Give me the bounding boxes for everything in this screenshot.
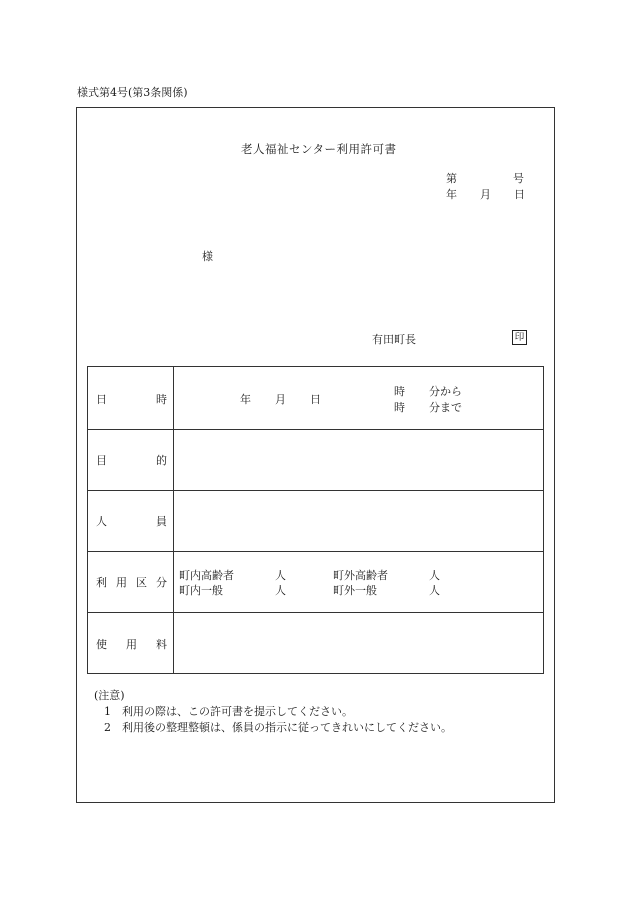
label-category-char: 分	[156, 576, 167, 589]
addressee-suffix: 様	[202, 250, 213, 263]
date-year: 年	[446, 188, 457, 201]
notes-section	[94, 688, 452, 736]
issuer-title: 有田町長	[372, 333, 416, 346]
label-headcount-char: 人	[96, 515, 107, 528]
label-headcount-char: 員	[156, 515, 167, 528]
category-outside-elderly-unit: 人	[429, 569, 440, 582]
label-fee-char: 用	[126, 638, 137, 651]
datetime-until: 分まで	[429, 401, 462, 414]
label-category-char: 利	[96, 576, 107, 589]
datetime-hour-end: 時	[394, 401, 405, 414]
category-local-elderly-unit: 人	[275, 569, 286, 582]
document-title: 老人福祉センター利用許可書	[241, 142, 397, 156]
reference-go: 号	[513, 172, 524, 185]
label-datetime-char: 時	[156, 393, 167, 406]
seal-mark: 印	[512, 330, 527, 345]
category-outside-elderly: 町外高齢者	[333, 569, 388, 582]
category-local-general-unit: 人	[275, 584, 286, 597]
category-local-general: 町内一般	[179, 584, 223, 597]
datetime-year: 年	[240, 393, 251, 406]
date-day: 日	[514, 188, 525, 201]
date-month: 月	[480, 188, 491, 201]
table-row-divider	[88, 612, 543, 613]
label-fee-char: 料	[156, 638, 167, 651]
category-outside-general: 町外一般	[333, 584, 377, 597]
note-item: 2 利用後の整理整頓は、係員の指示に従ってきれいにしてください。	[104, 721, 452, 734]
table-row-divider	[88, 429, 543, 430]
datetime-day: 日	[310, 393, 321, 406]
reference-dai: 第	[446, 172, 457, 185]
permit-table	[87, 366, 544, 674]
datetime-month: 月	[275, 393, 286, 406]
label-category-char: 区	[136, 576, 147, 589]
label-fee-char: 使	[96, 638, 107, 651]
table-row-divider	[88, 490, 543, 491]
category-local-elderly: 町内高齢者	[179, 569, 234, 582]
label-datetime-char: 日	[96, 393, 107, 406]
label-category-char: 用	[116, 576, 127, 589]
category-outside-general-unit: 人	[429, 584, 440, 597]
table-column-divider	[173, 367, 174, 673]
datetime-hour-start: 時	[394, 385, 405, 398]
note-item: 1 利用の際は、この許可書を提示してください。	[104, 705, 353, 718]
form-number-label: 様式第4号(第3条関係)	[77, 86, 188, 99]
datetime-from: 分から	[429, 385, 462, 398]
label-purpose-char: 的	[156, 454, 167, 467]
label-purpose-char: 目	[96, 454, 107, 467]
notes-heading: (注意)	[94, 689, 125, 702]
table-row-divider	[88, 551, 543, 552]
